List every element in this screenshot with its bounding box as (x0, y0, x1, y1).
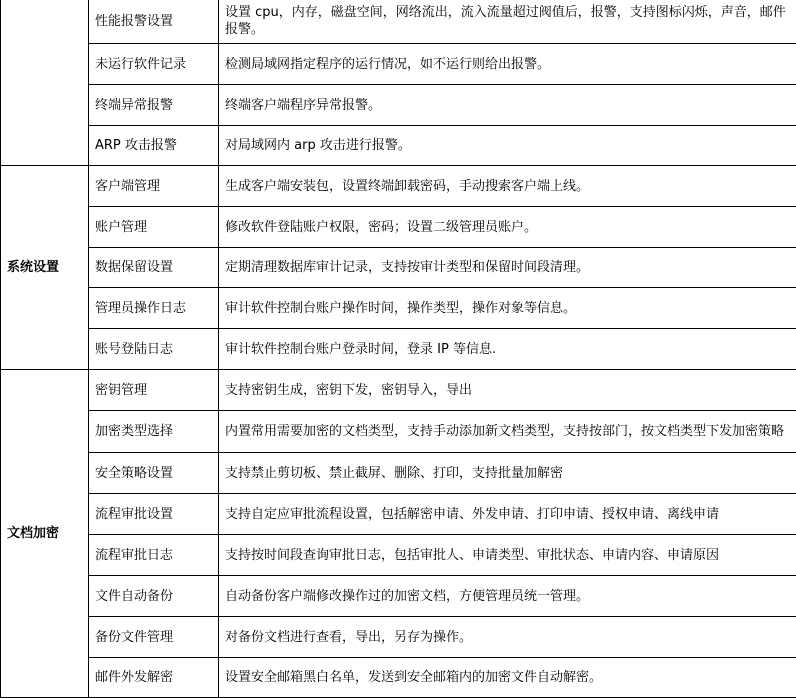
table-row (1, 617, 796, 658)
description-cell: 终端客户端程序异常报警。 (219, 85, 796, 126)
description-cell: 设置 cpu，内存，磁盘空间，网络流出，流入流量超过阀值后，报警，支持图标闪烁，声音，邮件报警。 (219, 0, 796, 44)
category-cell: 文档加密 (1, 370, 89, 698)
description-cell: 生成客户端安装包，设置终端卸载密码，手动搜索客户端上线。 (219, 166, 796, 207)
feature-cell: 管理员操作日志 (89, 288, 219, 329)
feature-cell: 密钥管理 (89, 370, 219, 411)
description-cell: 修改软件登陆账户权限，密码；设置二级管理员账户。 (219, 207, 796, 248)
description-cell: 对备份文档进行查看，导出，另存为操作。 (219, 617, 796, 658)
table-row (1, 329, 796, 370)
description-cell: 定期清理数据库审计记录，支持按审计类型和保留时间段清理。 (219, 248, 796, 288)
table-row (1, 248, 796, 288)
description-cell: 设置安全邮箱黑白名单，发送到安全邮箱内的加密文件自动解密。 (219, 658, 796, 698)
feature-cell: 终端异常报警 (89, 85, 219, 126)
feature-cell: 文件自动备份 (89, 576, 219, 617)
description-cell: 对局域网内 arp 攻击进行报警。 (219, 126, 796, 166)
table-row (1, 535, 796, 576)
feature-cell: ARP 攻击报警 (89, 126, 219, 166)
feature-cell: 数据保留设置 (89, 248, 219, 288)
description-cell: 支持自定应审批流程设置，包括解密申请、外发申请、打印申请、授权申请、离线申请 (219, 494, 796, 535)
description-cell: 支持禁止剪切板、禁止截屏、删除、打印，支持批量加解密 (219, 453, 796, 494)
description-cell: 审计软件控制台账户登录时间，登录 IP 等信息. (219, 329, 796, 370)
description-cell: 自动备份客户端修改操作过的加密文档，方便管理员统一管理。 (219, 576, 796, 617)
table-row (1, 85, 796, 126)
table-row (1, 576, 796, 617)
table-row (1, 494, 796, 535)
feature-cell: 客户端管理 (89, 166, 219, 207)
table-row (1, 126, 796, 166)
table-row (1, 166, 796, 207)
feature-cell: 未运行软件记录 (89, 44, 219, 85)
category-cell: 系统设置 (1, 166, 89, 370)
table-row (1, 288, 796, 329)
feature-cell: 备份文件管理 (89, 617, 219, 658)
description-cell: 支持按时间段查询审批日志，包括审批人、申请类型、审批状态、申请内容、申请原因 (219, 535, 796, 576)
table-row (1, 207, 796, 248)
description-cell: 内置常用需要加密的文档类型，支持手动添加新文档类型，支持按部门，按文档类型下发加密策略 (219, 411, 796, 453)
feature-cell: 流程审批设置 (89, 494, 219, 535)
feature-cell: 性能报警设置 (89, 0, 219, 44)
table-row (1, 370, 796, 411)
feature-cell: 账户管理 (89, 207, 219, 248)
table-row (1, 453, 796, 494)
table-row (1, 0, 796, 44)
feature-cell: 流程审批日志 (89, 535, 219, 576)
description-cell: 支持密钥生成，密钥下发，密钥导入，导出 (219, 370, 796, 411)
feature-cell: 邮件外发解密 (89, 658, 219, 698)
table-row (1, 411, 796, 453)
feature-cell: 安全策略设置 (89, 453, 219, 494)
category-cell (1, 0, 89, 166)
description-cell: 检测局域网指定程序的运行情况，如不运行则给出报警。 (219, 44, 796, 85)
description-cell: 审计软件控制台账户操作时间，操作类型，操作对象等信息。 (219, 288, 796, 329)
table-row (1, 658, 796, 698)
table-row (1, 44, 796, 85)
feature-cell: 账号登陆日志 (89, 329, 219, 370)
feature-cell: 加密类型选择 (89, 411, 219, 453)
